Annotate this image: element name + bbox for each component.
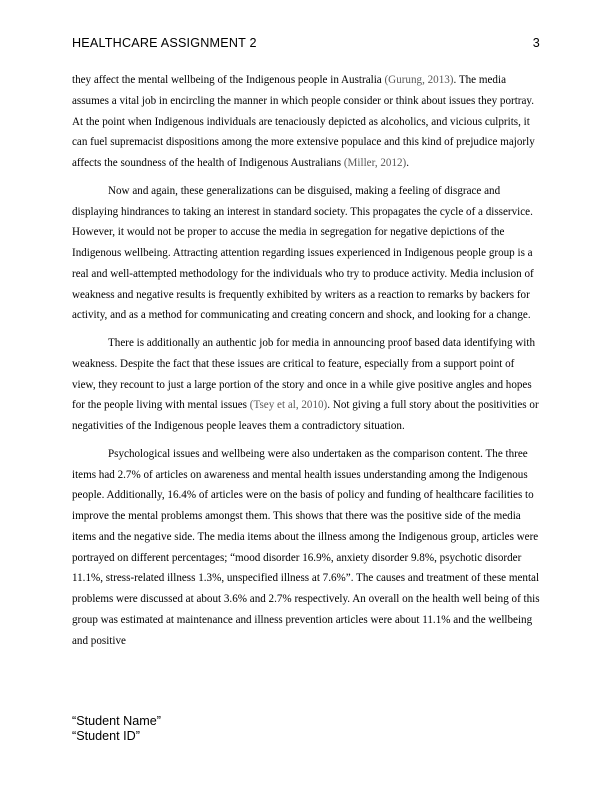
student-name: “Student Name” [72,714,161,728]
citation: (Tsey et al, 2010) [249,399,328,412]
page-header [72,36,540,50]
paragraph [72,444,540,652]
text-run: There is additionally an authentic job for media in announcing proof based data identifying with weakness. Despite the fact that these issues are critical to feature, especially from a support point of view, they recount to just a large portion of the story and once in a while give positive angles and hopes for the people living with mental issues [72,337,535,412]
text-run: Now and again, these generalizations can be disguised, making a feeling of disgrace and displaying hindrances to taking an interest in standard society. This propagates the cycle of a disservice. However, it would not be proper to accuse the media in segregation for negative depictions of the Indigenous wellbeing. Attracting attention regarding issues experienced in Indigenous people group is a real and well-attempted methodology for the individuals who try to produce activity. Media inclusion of weakness and negative results is frequently exhibited by writers as a reaction to remarks by backers for activity, and as a method for communicating and creating concern and shock, and looking for a change. [72,184,534,322]
page-number: 3 [532,36,540,50]
text-run: . [406,157,410,169]
citation: (Miller, 2012) [343,157,407,169]
text-run: they affect the mental wellbeing of the Indigenous people in Australia [72,74,385,86]
document-body [72,70,540,651]
page-footer [72,714,161,743]
citation: (Gurung, 2013) [384,74,454,86]
paragraph [72,181,540,326]
text-run: . The media assumes a vital job in encircling the manner in which people consider or think about issues they portray. At the point when Indigenous individuals are tenaciously depicted as alcoholics, and vicious culprits, it can fuel supremacist dispositions among the more extensive populace and this kind of prejudice majorly affects the soundness of the health of Indigenous Australians [72,74,535,169]
text-run: . Not giving a full story about the positivities or negativities of the Indigenous people leaves them a contradictory situation. [72,399,539,432]
student-id: “Student ID” [72,728,140,743]
text-run: Psychological issues and wellbeing were also undertaken as the comparison content. The three items had 2.7% of articles on awareness and mental health issues understanding among the Indigenous people. Additionally, 16.4% of articles were on the basis of policy and funding of healthcare facilities to improve the mental problems amongst them. This shows that there was the positive side of the media items and the negative side. The media items about the illness among the Indigenous group, articles were portrayed on different percentages; “mood disorder 16.9%, anxiety disorder 9.8%, psychotic disorder 11.1%, stress-related illness 1.3%, unspecified illness at 7.6%”. The causes and treatment of these mental problems were discussed at about 3.6% and 2.7% respectively. An overall on the health well being of this group was estimated at maintenance and illness prevention articles were about 11.1% and the wellbeing and positive [72,447,540,647]
paragraph [72,70,540,174]
header-title: HEALTHCARE ASSIGNMENT 2 [72,36,257,50]
paragraph [72,333,540,437]
